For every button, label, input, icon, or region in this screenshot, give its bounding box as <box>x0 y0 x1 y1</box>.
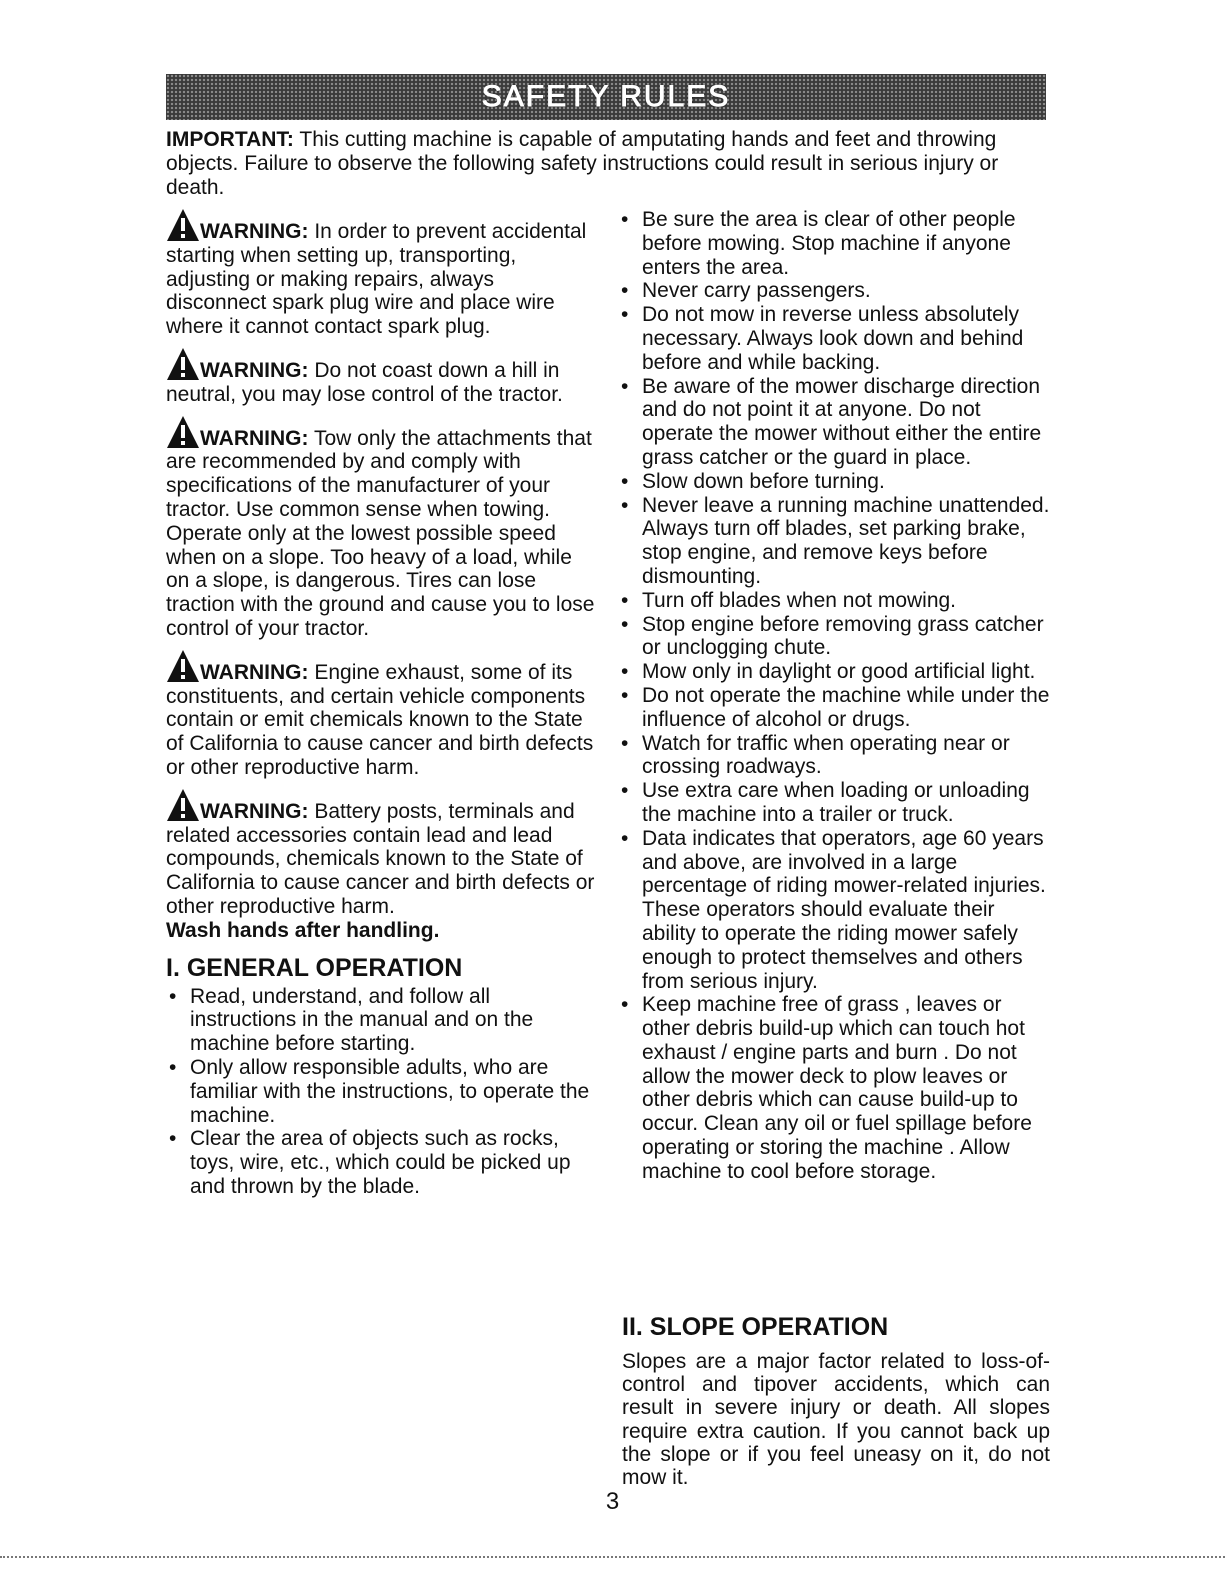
warning-text: Engine exhaust, some of its constituents, and certain vehicle components contain or emit chemicals known to the State of California to cause cancer and birth defects or other reproductive harm. <box>166 660 594 779</box>
list-item: • Clear the area of objects such as rocks, toys, wire, etc., which could be picked up and thrown by the blade. <box>166 1127 596 1198</box>
list-item: • Do not mow in reverse unless absolutely necessary. Always look down and behind before and while backing. <box>618 303 1050 374</box>
warning-label: WARNING: <box>200 660 309 684</box>
right-column <box>618 208 1050 1184</box>
warning-label: WARNING: <box>200 220 309 243</box>
important-notice <box>166 128 1046 200</box>
list-item: • Be aware of the mower discharge direction and do not point it at anyone. Do not operate the mower without either the entire grass catcher or the guard in place. <box>618 375 1050 470</box>
warning-block <box>166 347 596 407</box>
page-title: SAFETY RULES <box>481 80 731 113</box>
warning-block <box>166 208 596 339</box>
list-item: • Slow down before turning. <box>618 470 1050 494</box>
warning-label: WARNING: <box>200 426 309 450</box>
page-number: 3 <box>605 1488 620 1515</box>
wash-hands-notice: Wash hands after handling. <box>166 918 440 942</box>
list-item: • Use extra care when loading or unloading the machine into a trailer or truck. <box>618 779 1050 827</box>
warning-triangle-icon <box>166 649 200 683</box>
warning-triangle-icon <box>166 347 200 381</box>
list-item: • Watch for traffic when operating near or crossing roadways. <box>618 732 1050 780</box>
warning-triangle-icon <box>166 415 200 449</box>
warning-text: In order to prevent accidental starting when setting up, transporting, adjusting or making repairs, always disconnect spark plug wire and place wire where it cannot contact spark plug. <box>166 220 587 339</box>
warning-text: Do not coast down a hill in neutral, you may lose control of the tractor. <box>166 358 563 406</box>
bottom-divider <box>0 1556 1225 1558</box>
warning-block <box>166 788 596 943</box>
list-item: • Never carry passengers. <box>618 279 1050 303</box>
slope-operation-section <box>622 1312 1050 1489</box>
safety-rules-banner <box>166 74 1046 120</box>
slope-operation-text: Slopes are a major factor related to loss-of-control and tipover accidents, which can result in severe injury or death. All slopes require extra caution. If you cannot back up the slope or if you feel uneasy on it, do not mow it. <box>622 1350 1050 1490</box>
important-label: IMPORTANT: <box>166 128 294 151</box>
warning-block <box>166 649 596 780</box>
list-item: • Only allow responsible adults, who are familiar with the instructions, to operate the machine. <box>166 1056 596 1127</box>
important-text: This cutting machine is capable of amputating hands and feet and throwing objects. Failure to observe the following safety instructions could result in serious injury or death. <box>166 128 999 199</box>
warning-text: Battery posts, terminals and related accessories contain lead and lead compounds, chemicals known to the State of California to cause cancer and birth defects or other reproductive harm. <box>166 799 595 918</box>
warning-text: Tow only the attachments that are recommended by and comply with specifications of the manufacturer of your tractor. Use common sense when towing. Operate only at the lowest possible speed when on a slope. Too heavy of a load, while on a slope, is dangerous. Tires can lose traction with the ground and cause you to lose control of your tractor. <box>166 426 595 640</box>
safety-rules-list <box>618 208 1050 1184</box>
general-operation-list <box>166 985 596 1199</box>
list-item: • Read, understand, and follow all instructions in the manual and on the machine before starting. <box>166 985 596 1056</box>
list-item: • Stop engine before removing grass catcher or unclogging chute. <box>618 613 1050 661</box>
warning-block <box>166 415 596 641</box>
warning-triangle-icon <box>166 788 200 822</box>
section-heading-general-operation: I. GENERAL OPERATION <box>166 953 463 982</box>
list-item: • Never leave a running machine unattended. Always turn off blades, set parking brake, stop engine, and remove keys before dismounting. <box>618 494 1050 589</box>
list-item: • Be sure the area is clear of other people before mowing. Stop machine if anyone enters the area. <box>618 208 1050 279</box>
warning-label: WARNING: <box>200 358 309 382</box>
list-item: • Mow only in daylight or good artificial light. <box>618 660 1050 684</box>
list-item: • Do not operate the machine while under the influence of alcohol or drugs. <box>618 684 1050 732</box>
list-item: • Keep machine free of grass , leaves or other debris build-up which can touch hot exhaust / engine parts and burn . Do not allow the mower deck to plow leaves or other debris which can cause build-up to occur. Clean any oil or fuel spillage before operating or storing the machine . Allow machine to cool before storage. <box>618 993 1050 1183</box>
warning-label: WARNING: <box>200 799 309 823</box>
left-column <box>166 208 596 1199</box>
warning-triangle-icon <box>166 208 200 242</box>
list-item: • Turn off blades when not mowing. <box>618 589 1050 613</box>
section-heading-slope-operation: II. SLOPE OPERATION <box>622 1313 889 1341</box>
list-item: • Data indicates that operators, age 60 years and above, are involved in a large percentage of riding mower-related injuries. These operators should evaluate their ability to operate the riding mower safely enough to protect themselves and others from serious injury. <box>618 827 1050 994</box>
